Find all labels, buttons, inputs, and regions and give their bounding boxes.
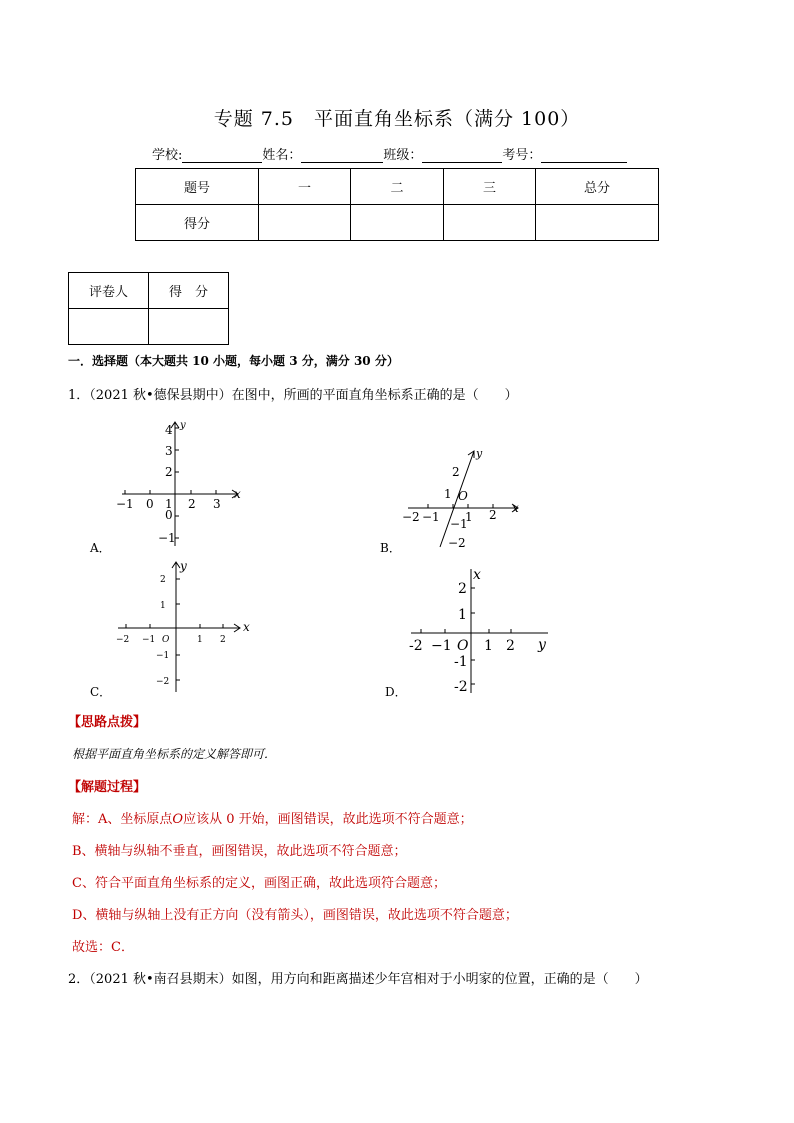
graph-c-y-tick: −1	[156, 651, 170, 661]
option-d-label: D．	[385, 685, 407, 699]
page-title: 专题 7.5 平面直角坐标系（满分 100）	[213, 108, 581, 130]
graph-c-x-tick: 1	[197, 635, 203, 645]
graph-b-x-tick: 2	[489, 508, 497, 522]
solution-line-5	[72, 936, 134, 955]
solution-heading: 【解题过程】	[68, 780, 147, 795]
solution-conclusion: 故选：	[72, 940, 112, 955]
graph-b-x-label: x	[512, 501, 519, 515]
score-table	[135, 168, 659, 241]
exam-no-blank[interactable]	[541, 148, 627, 163]
solution-line-1-prefix: 解：A、坐标原点	[72, 812, 173, 827]
graph-a-y-tick: 4	[165, 423, 173, 437]
graph-a-x-tick: 0	[146, 497, 154, 511]
graph-a-y-label: y	[180, 420, 186, 431]
graph-c-x-tick: 2	[220, 635, 226, 645]
graph-c-x-tick: −2	[116, 635, 130, 645]
graph-c-y-tick: −2	[156, 677, 170, 687]
graph-b-x-tick: −2	[402, 510, 420, 524]
score-header-cell: 三	[444, 169, 536, 205]
name-label: 姓名：	[262, 148, 302, 163]
graph-a-y-tick: 2	[165, 465, 173, 479]
graph-a-x-tick: 2	[188, 497, 196, 511]
score-header-cell: 题号	[136, 169, 259, 205]
thinking-text: 根据平面直角坐标系的定义解答即可．	[72, 747, 277, 761]
graph-a-x-tick: 1	[165, 497, 173, 511]
score-cell[interactable]	[444, 205, 536, 241]
grader-header-cell: 评卷人	[69, 273, 149, 309]
graph-b-y-tick: −1	[450, 517, 468, 531]
graph-d-h-tick: 1	[484, 638, 493, 654]
graph-c-y-label: y	[180, 559, 187, 573]
solution-answer: C．	[111, 940, 134, 955]
graph-c-x-tick: −1	[142, 635, 156, 645]
graph-d-v-tick: 1	[458, 607, 467, 623]
score-cell[interactable]	[536, 205, 659, 241]
class-label: 班级：	[383, 148, 423, 163]
graph-b-y-label: y	[476, 447, 483, 460]
graph-c-origin: O	[162, 635, 170, 645]
graph-b-x-tick: 1	[465, 510, 473, 524]
grader-cell[interactable]	[69, 309, 149, 345]
school-blank[interactable]	[182, 148, 262, 163]
graph-a	[110, 418, 250, 553]
score-header-cell: 二	[351, 169, 444, 205]
graph-c-x-label: x	[243, 620, 250, 634]
graph-b-y-tick: 1	[444, 487, 452, 501]
graph-d-v-axis-label: x	[473, 567, 481, 583]
graph-a-x-label: x	[234, 487, 241, 501]
score-header-cell: 一	[259, 169, 351, 205]
graph-b-x-tick: −1	[422, 510, 440, 524]
thinking-heading: 【思路点拨】	[68, 715, 147, 730]
graph-d-h-tick: −1	[431, 638, 452, 654]
solution-line-3: C、符合平面直角坐标系的定义，画图正确，故此选项符合题意；	[72, 876, 446, 891]
graph-d-v-tick: -1	[454, 654, 468, 670]
graph-d-h-axis-label: y	[538, 637, 546, 653]
graph-d-h-tick: -2	[409, 638, 423, 654]
solution-line-1	[72, 808, 473, 827]
class-blank[interactable]	[422, 148, 502, 163]
option-b-label: B．	[380, 541, 401, 555]
exam-no-label: 考号：	[502, 148, 542, 163]
solution-line-1-rest: 应该从 0 开始，画图错误，故此选项不符合题意；	[183, 812, 473, 827]
graph-b	[398, 445, 528, 553]
graph-d-origin: O	[457, 638, 469, 654]
name-blank[interactable]	[301, 148, 383, 163]
option-a-label: A．	[90, 541, 111, 555]
graph-d-v-tick: 2	[458, 581, 467, 597]
option-c-label: C．	[90, 685, 112, 699]
grader-table	[68, 272, 229, 345]
graph-a-y-tick: −1	[158, 531, 176, 545]
score-header-cell: 总分	[536, 169, 659, 205]
graph-a-x-tick: −1	[116, 497, 134, 511]
question-2-stem: 2．（2021 秋•南召县期末）如图，用方向和距离描述少年宫相对于小明家的位置，正确的是（ ）	[68, 972, 648, 987]
origin-symbol: O	[172, 812, 184, 827]
score-cell[interactable]	[351, 205, 444, 241]
grader-header-cell: 得 分	[149, 273, 229, 309]
graph-b-y-tick: 2	[452, 465, 460, 479]
score-cell[interactable]	[259, 205, 351, 241]
score-row-label: 得分	[136, 205, 259, 241]
school-label: 学校:	[152, 148, 183, 163]
graph-b-y-tick: −2	[448, 536, 466, 550]
graph-d-v-tick: -2	[454, 679, 468, 695]
solution-line-4: D、横轴与纵轴上没有正方向（没有箭头），画图错误，故此选项不符合题意；	[72, 908, 518, 923]
grader-cell[interactable]	[149, 309, 229, 345]
section-title: 一．选择题（本大题共 10 小题，每小题 3 分，满分 30 分）	[68, 354, 399, 368]
graph-a-y-tick: 3	[165, 444, 173, 458]
graph-c-y-tick: 1	[160, 601, 166, 611]
graph-b-origin: O	[458, 489, 468, 503]
question-1-stem: 1．（2021 秋•德保县期中）在图中，所画的平面直角坐标系正确的是（ ）	[68, 388, 518, 403]
solution-line-2: B、横轴与纵轴不垂直，画图错误，故此选项不符合题意；	[72, 844, 407, 859]
graph-d	[405, 563, 555, 698]
graph-a-x-tick: 3	[213, 497, 221, 511]
graph-d-h-tick: 2	[506, 638, 515, 654]
graph-c-y-tick: 2	[160, 575, 166, 585]
graph-c	[112, 558, 257, 693]
graph-a-y-tick: 0	[165, 508, 173, 522]
student-info	[152, 144, 627, 163]
